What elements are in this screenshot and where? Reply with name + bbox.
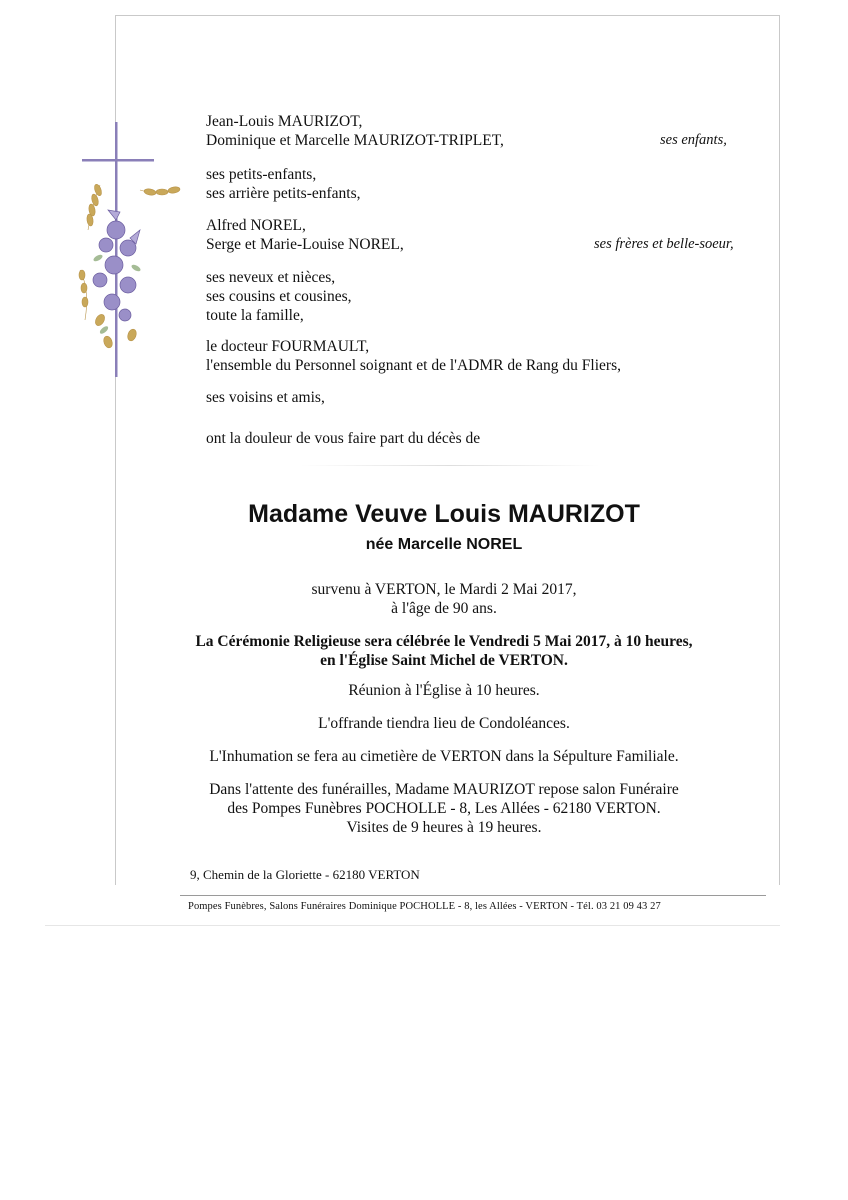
grandchildren-block — [206, 165, 361, 203]
ceremony-place: en l'Église Saint Michel de VERTON. — [320, 652, 568, 669]
children-role: ses enfants, — [660, 132, 727, 148]
maiden-name: née Marcelle NOREL — [365, 536, 523, 553]
death-age: à l'âge de 90 ans. — [391, 600, 497, 617]
sibling-line: Serge et Marie-Louise NOREL, — [206, 236, 404, 253]
burial-line: L'Inhumation se fera au cimetière de VERTON dans la Sépulture Familiale. — [209, 748, 679, 765]
cross-icon — [82, 122, 154, 377]
funeral-home-line: Dans l'attente des funérailles, Madame MAURIZOT repose salon Funéraire — [209, 781, 679, 798]
sibling-line: Alfred NOREL, — [206, 217, 306, 234]
ceremony-details — [0, 632, 848, 670]
visiting-hours: Visites de 9 heures à 19 heures. — [346, 819, 542, 836]
death-details — [0, 580, 848, 618]
divider — [300, 465, 600, 466]
cross-flowers-illustration — [70, 120, 195, 380]
relatives-line: ses cousins et cousines, — [206, 288, 352, 305]
siblings-role: ses frères et belle-soeur, — [594, 236, 734, 252]
child-line: Jean-Louis MAURIZOT, — [206, 113, 363, 130]
staff-line: l'ensemble du Personnel soignant et de l'ADMR de Rang du Fliers, — [206, 357, 621, 374]
relatives-block — [206, 268, 352, 325]
neighbours-block — [206, 388, 325, 407]
children-block — [206, 112, 504, 150]
ceremony-date: La Cérémonie Religieuse sera célébrée le Vendredi 5 Mai 2017, à 10 heures, — [195, 633, 693, 650]
great-grandchildren-line: ses arrière petits-enfants, — [206, 185, 361, 202]
deceased-name: Madame Veuve Louis MAURIZOT — [248, 500, 640, 528]
offering-details — [0, 714, 848, 733]
announcement-block — [206, 429, 480, 448]
family-address: 9, Chemin de la Gloriette - 62180 VERTON — [190, 867, 420, 882]
footer-text: Pompes Funèbres, Salons Funéraires Dominique POCHOLLE - 8, les Allées - VERTON - Tél. 03 21 09 43 27 — [188, 901, 661, 912]
relatives-line: ses neveux et nièces, — [206, 269, 336, 286]
grandchildren-line: ses petits-enfants, — [206, 166, 317, 183]
wheat-icon — [79, 183, 180, 349]
doctor-block — [206, 337, 621, 375]
footer-rule — [180, 895, 766, 896]
offering-line: L'offrande tiendra lieu de Condoléances. — [318, 715, 570, 732]
child-line: Dominique et Marcelle MAURIZOT-TRIPLET, — [206, 132, 504, 149]
meeting-line: Réunion à l'Église à 10 heures. — [348, 682, 540, 699]
burial-details — [0, 747, 848, 766]
neighbours-line: ses voisins et amis, — [206, 389, 325, 406]
relatives-line: toute la famille, — [206, 307, 304, 324]
death-place-date: survenu à VERTON, le Mardi 2 Mai 2017, — [311, 581, 577, 598]
siblings-block — [206, 216, 404, 254]
announcement-line: ont la douleur de vous faire part du décès de — [206, 430, 481, 447]
funeral-home-details — [0, 780, 848, 837]
page-edge — [45, 925, 780, 926]
meeting-details — [0, 681, 848, 700]
doctor-line: le docteur FOURMAULT, — [206, 338, 370, 355]
funeral-home-address: des Pompes Funèbres POCHOLLE - 8, Les Allées - 62180 VERTON. — [227, 800, 661, 817]
